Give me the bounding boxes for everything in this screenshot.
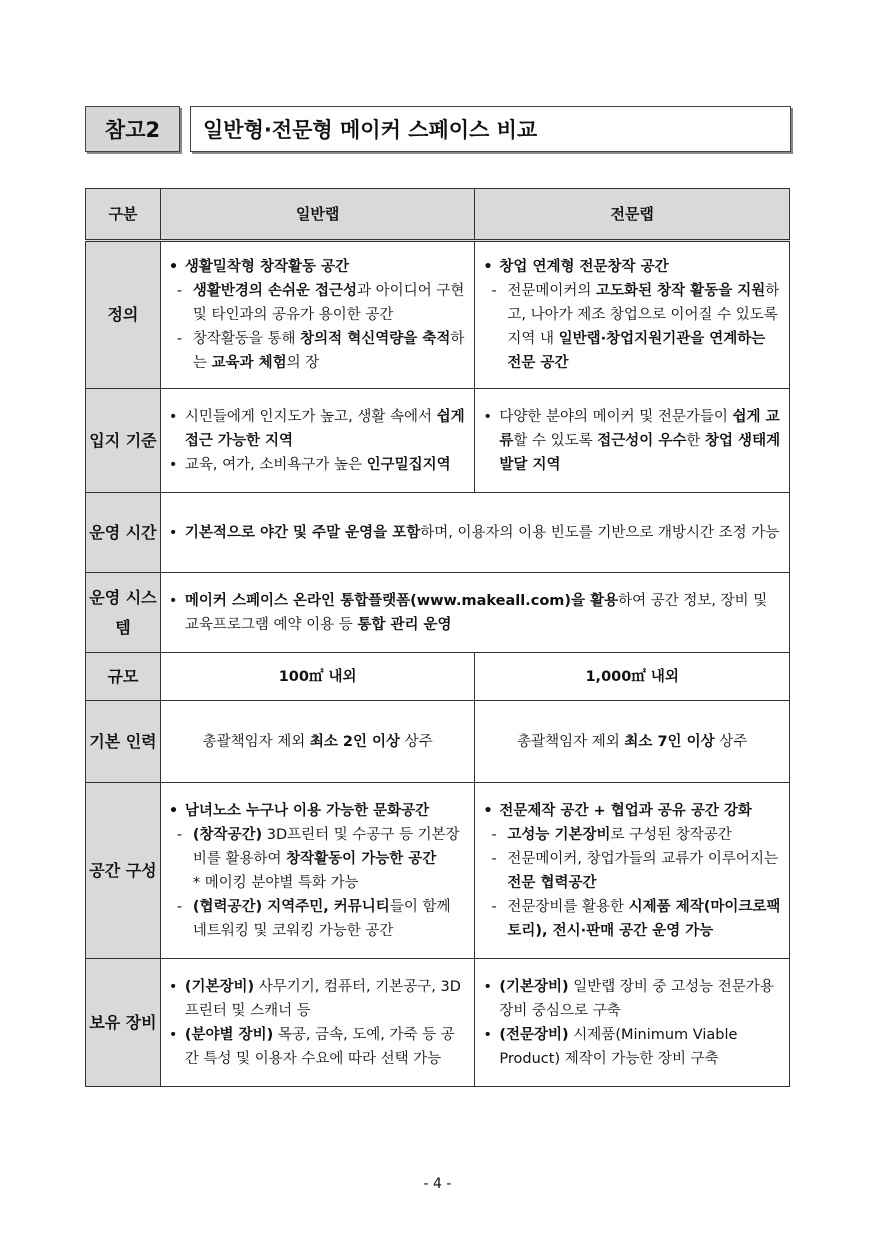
row-label: 기본 인력: [86, 701, 161, 783]
row-label: 규모: [86, 653, 161, 701]
title-row: [85, 106, 791, 152]
row-label: 정의: [86, 241, 161, 389]
header-expert: 전문랩: [475, 189, 790, 241]
scale-general: 100㎡ 내외: [160, 653, 475, 701]
row-label: 보유 장비: [86, 959, 161, 1087]
row-scale: [86, 653, 790, 701]
hours-content: • 기본적으로 야간 및 주말 운영을 포함하며, 이용자의 이용 빈도를 기반으로 개방시간 조정 가능: [160, 493, 789, 573]
row-label: 운영 시스템: [86, 573, 161, 653]
scale-expert: 1,000㎡ 내외: [475, 653, 790, 701]
comparison-table: [85, 188, 790, 1087]
reference-badge: 참고2: [85, 106, 180, 152]
system-content: • 메이커 스페이스 온라인 통합플랫폼(www.makeall.com)을 활용하여 공간 정보, 장비 및 교육프로그램 예약 이용 등 통합 관리 운영: [160, 573, 789, 653]
row-label: 운영 시간: [86, 493, 161, 573]
row-label: 입지 기준: [86, 389, 161, 493]
row-hours: [86, 493, 790, 573]
definition-general: • 생활밀착형 창작활동 공간 - 생활반경의 손쉬운 접근성과 아이디어 구현 및 타인과의 공유가 용이한 공간 - 창작활동을 통해 창의적 혁신역량을 축적하는 교육과 체험의 장: [160, 241, 475, 389]
row-location: [86, 389, 790, 493]
equipment-expert: • (기본장비) 일반랩 장비 중 고성능 전문가용 장비 중심으로 구축 • (전문장비) 시제품(Minimum Viable Product) 제작이 가능한 장비 구축: [475, 959, 790, 1087]
row-system: [86, 573, 790, 653]
header-category: 구분: [86, 189, 161, 241]
page-number: - 4 -: [423, 1176, 452, 1192]
staff-general: 총괄책임자 제외 최소 2인 이상 상주: [160, 701, 475, 783]
location-expert: • 다양한 분야의 메이커 및 전문가들이 쉽게 교류할 수 있도록 접근성이 우수한 창업 생태계 발달 지역: [475, 389, 790, 493]
row-staff: [86, 701, 790, 783]
location-general: • 시민들에게 인지도가 높고, 생활 속에서 쉽게 접근 가능한 지역 • 교육, 여가, 소비욕구가 높은 인구밀집지역: [160, 389, 475, 493]
row-definition: [86, 241, 790, 389]
staff-expert: 총괄책임자 제외 최소 7인 이상 상주: [475, 701, 790, 783]
header-row: [86, 189, 790, 241]
row-space: [86, 783, 790, 959]
page-title: 일반형·전문형 메이커 스페이스 비교: [190, 106, 791, 152]
row-label: 공간 구성: [86, 783, 161, 959]
row-equipment: [86, 959, 790, 1087]
equipment-general: • (기본장비) 사무기기, 컴퓨터, 기본공구, 3D프린터 및 스캐너 등 • (분야별 장비) 목공, 금속, 도예, 가죽 등 공간 특성 및 이용자 수요에 따라 선택 가능: [160, 959, 475, 1087]
definition-expert: • 창업 연계형 전문창작 공간 - 전문메이커의 고도화된 창작 활동을 지원하고, 나아가 제조 창업으로 이어질 수 있도록 지역 내 일반랩·창업지원기관을 연계하는 전문 공간: [475, 241, 790, 389]
space-general: • 남녀노소 누구나 이용 가능한 문화공간 - (창작공간) 3D프린터 및 수공구 등 기본장비를 활용하여 창작활동이 가능한 공간 * 메이킹 분야별 특화 가능 - (협력공간) 지역주민, 커뮤니티들이 함께 네트워킹 및 코워킹 가능한 공간: [160, 783, 475, 959]
space-expert: • 전문제작 공간 + 협업과 공유 공간 강화 - 고성능 기본장비로 구성된 창작공간 - 전문메이커, 창업가들의 교류가 이루어지는 전문 협력공간 - 전문장비를 활용한 시제품 제작(마이크로팩토리), 전시·판매 공간 운영 가능: [475, 783, 790, 959]
header-general: 일반랩: [160, 189, 475, 241]
